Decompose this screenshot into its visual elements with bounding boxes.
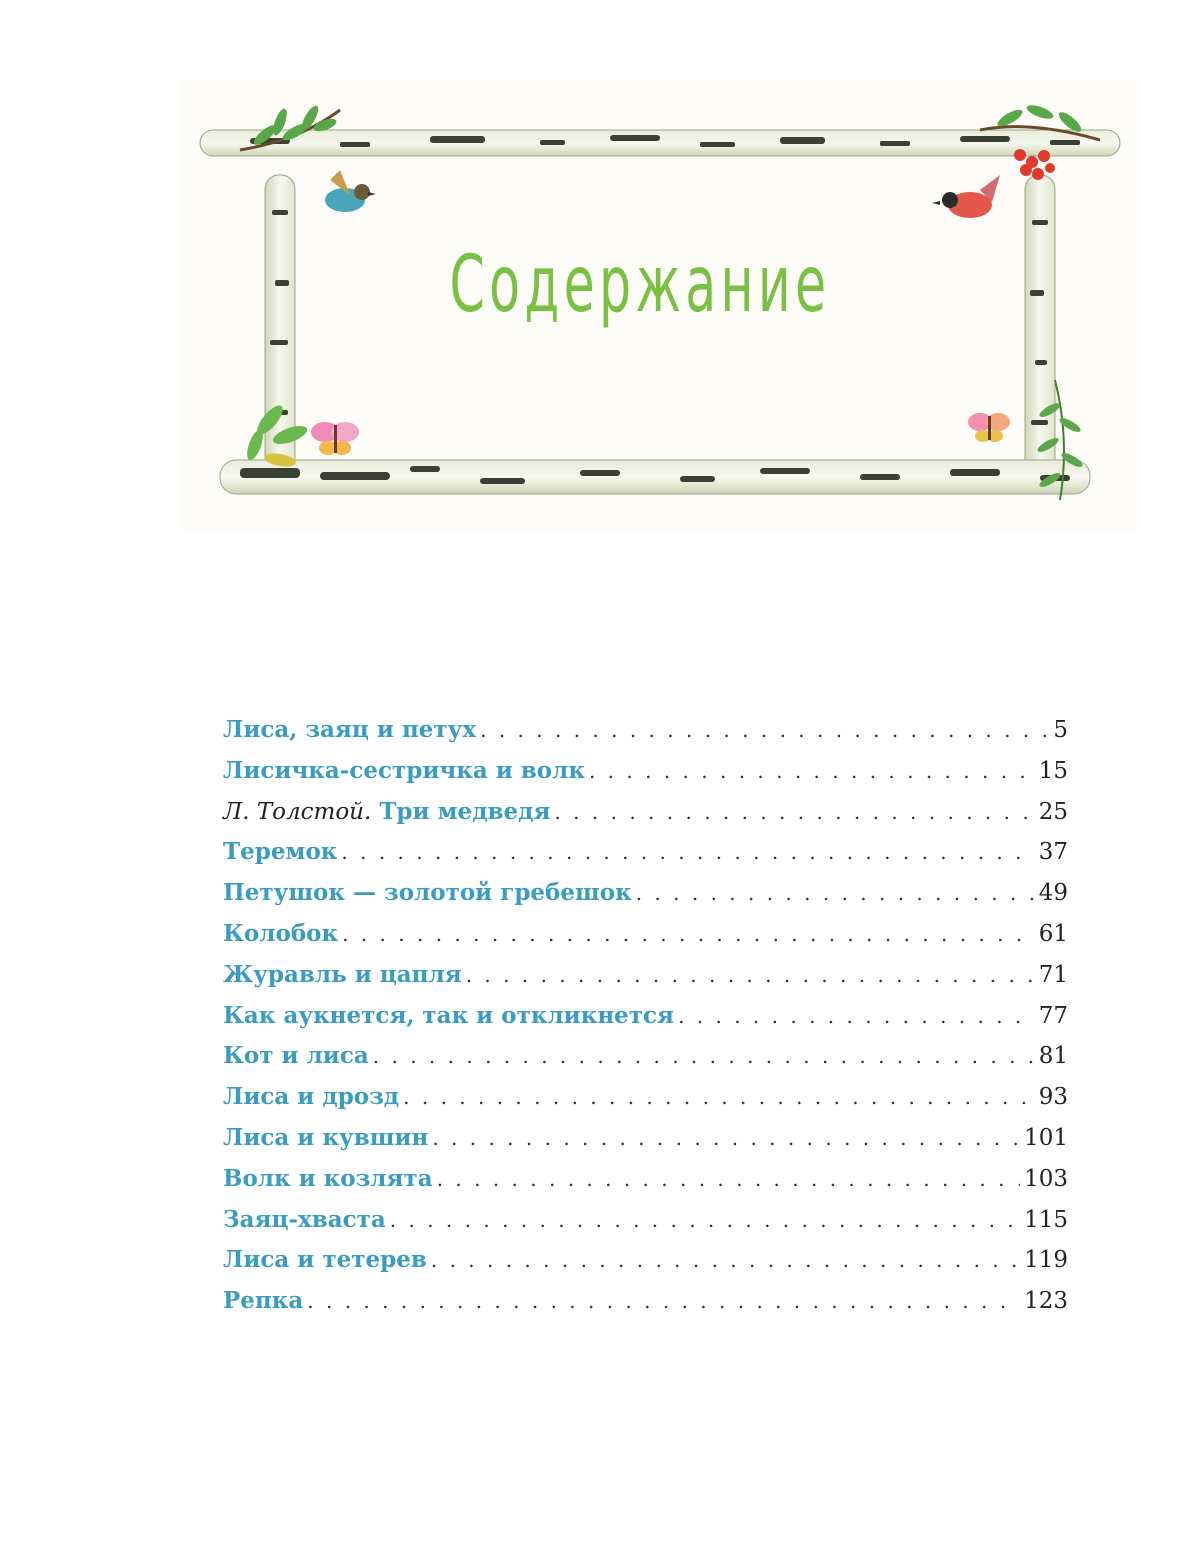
toc-dot-leader xyxy=(342,914,1035,955)
toc-dot-leader xyxy=(437,1159,1020,1200)
toc-entry-title: Лиса и дрозд xyxy=(223,1083,400,1111)
toc-entry-title: Заяц-хваста xyxy=(223,1205,386,1233)
table-of-contents xyxy=(223,710,1068,1322)
toc-entry-page-number: 71 xyxy=(1038,961,1068,988)
toc-entry-title: Как аукнется, так и откликнется xyxy=(223,1001,675,1029)
top-log xyxy=(200,130,1120,156)
toc-entry-page-number: 5 xyxy=(1053,717,1068,743)
toc-entry-title: Журавль и цапля xyxy=(223,960,462,988)
toc-entry[interactable] xyxy=(223,1240,1068,1281)
leaves-icon-2 xyxy=(244,402,309,469)
page-title: Содержание xyxy=(449,240,831,330)
toc-entry-title: Лиса и кувшин xyxy=(223,1123,429,1151)
toc-entry[interactable] xyxy=(223,1036,1068,1077)
toc-entry-page-number: 77 xyxy=(1038,1002,1068,1029)
toc-dot-leader xyxy=(390,1200,1020,1241)
toc-entry-page-number: 103 xyxy=(1024,1165,1068,1192)
toc-entry-title: Три медведя xyxy=(379,797,551,825)
butterfly-icon xyxy=(311,422,359,455)
toc-dot-leader xyxy=(431,1240,1020,1281)
toc-dot-leader xyxy=(678,996,1035,1037)
toc-entry-title: Лиса, заяц и петух xyxy=(223,716,477,743)
toc-entry-page-number: 37 xyxy=(1038,839,1068,866)
bird-icon xyxy=(325,170,376,212)
toc-entry[interactable] xyxy=(223,996,1068,1037)
toc-entry[interactable] xyxy=(223,1077,1068,1118)
toc-entry[interactable] xyxy=(223,710,1068,751)
toc-entry[interactable] xyxy=(223,1118,1068,1159)
toc-dot-leader xyxy=(480,710,1049,751)
toc-entry-title: Репка xyxy=(223,1287,304,1315)
toc-dot-leader xyxy=(589,751,1035,792)
toc-entry[interactable] xyxy=(223,955,1068,996)
toc-entry-page-number: 15 xyxy=(1038,757,1068,784)
toc-entry[interactable] xyxy=(223,1281,1068,1322)
toc-dot-leader xyxy=(403,1077,1035,1118)
toc-entry-title: Теремок xyxy=(223,838,338,866)
toc-entry-page-number: 25 xyxy=(1038,798,1068,825)
toc-entry[interactable] xyxy=(223,832,1068,873)
toc-dot-leader xyxy=(636,873,1035,914)
butterfly-icon-2 xyxy=(968,413,1010,442)
toc-entry-title: Колобок xyxy=(223,919,339,947)
toc-entry-title: Лиса и тетерев xyxy=(223,1246,427,1274)
toc-entry-page-number: 101 xyxy=(1024,1124,1068,1151)
toc-dot-leader xyxy=(307,1281,1020,1322)
toc-entry-page-number: 61 xyxy=(1038,920,1068,947)
toc-entry-title: Лисичка-сестричка и волк xyxy=(223,756,585,784)
toc-entry-title: Петушок — золотой гребешок xyxy=(223,879,632,907)
toc-entry-page-number: 81 xyxy=(1038,1043,1068,1070)
toc-entry-page-number: 119 xyxy=(1024,1247,1068,1274)
toc-entry[interactable] xyxy=(223,873,1068,914)
toc-entry-page-number: 123 xyxy=(1024,1288,1068,1315)
toc-entry[interactable] xyxy=(223,1159,1068,1200)
toc-entry[interactable] xyxy=(223,792,1068,833)
toc-dot-leader xyxy=(373,1036,1035,1077)
toc-entry-title: Кот и лиса xyxy=(223,1042,369,1070)
toc-dot-leader xyxy=(466,955,1035,996)
toc-entry[interactable] xyxy=(223,751,1068,792)
toc-entry-page-number: 93 xyxy=(1038,1084,1068,1111)
toc-entry-title: Волк и козлята xyxy=(223,1164,433,1192)
bullfinch-icon xyxy=(932,175,1000,218)
toc-dot-leader xyxy=(554,792,1034,833)
toc-dot-leader xyxy=(432,1118,1020,1159)
toc-entry-page-number: 115 xyxy=(1024,1206,1068,1233)
toc-entry-author: Л. Толстой. xyxy=(223,798,372,825)
toc-entry[interactable] xyxy=(223,1200,1068,1241)
toc-entry-page-number: 49 xyxy=(1038,880,1068,907)
toc-entry[interactable] xyxy=(223,914,1068,955)
toc-dot-leader xyxy=(341,832,1034,873)
